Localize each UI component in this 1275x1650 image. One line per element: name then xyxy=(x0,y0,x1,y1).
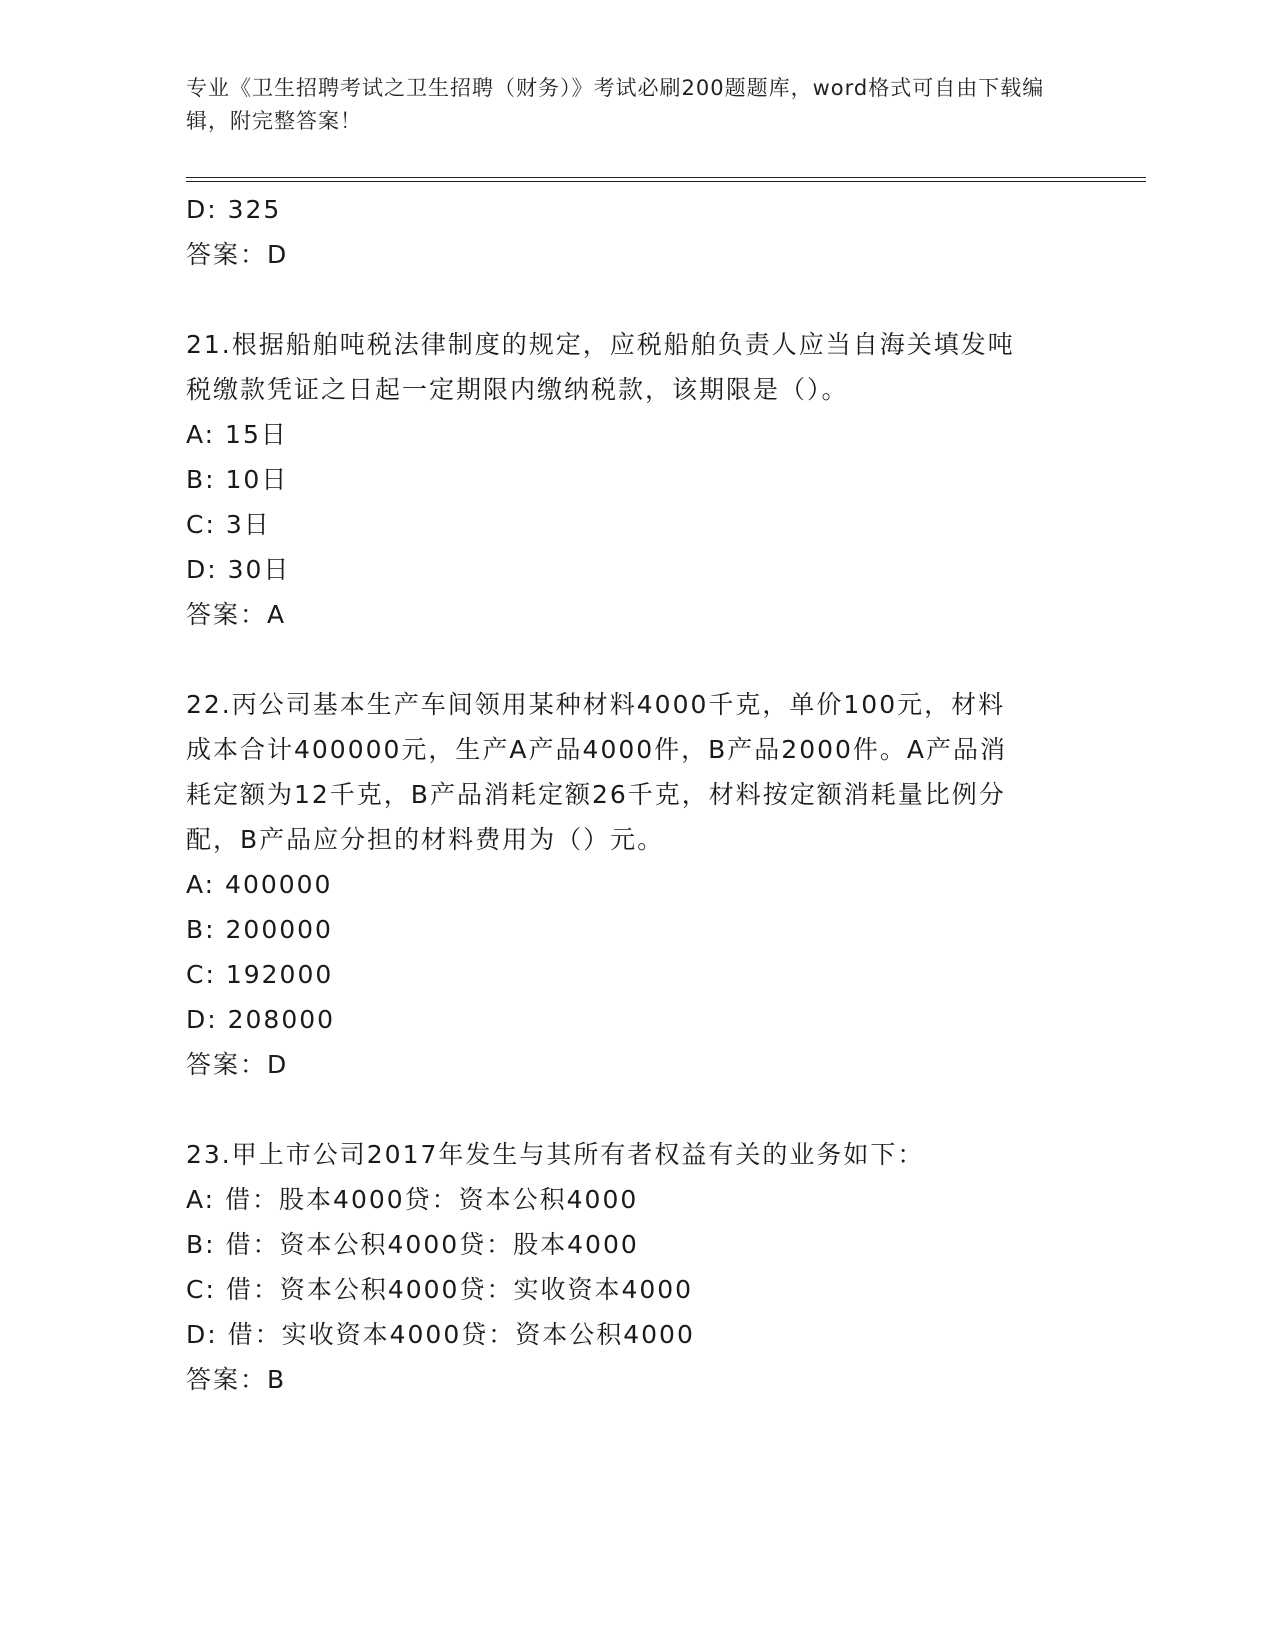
q22-option-b: B: 200000 xyxy=(186,915,333,944)
q21-stem-line-2: 税缴款凭证之日起一定期限内缴纳税款，该期限是（）。 xyxy=(186,375,849,404)
header-rule-top xyxy=(186,177,1146,178)
question-list xyxy=(186,187,1086,1402)
q21-answer: 答案：A xyxy=(186,600,287,629)
q23-option-a: A: 借：股本4000贷：资本公积4000 xyxy=(186,1185,639,1214)
prev-option-d: D: 325 xyxy=(186,195,282,224)
q22-option-c: C: 192000 xyxy=(186,960,334,989)
q22-stem-line-3: 耗定额为12千克，B产品消耗定额26千克，材料按定额消耗量比例分 xyxy=(186,780,1006,809)
q21-option-d: D: 30日 xyxy=(186,555,291,584)
q22-stem-line-2: 成本合计400000元，生产A产品4000件，B产品2000件。A产品消 xyxy=(186,735,1008,764)
q22-option-d: D: 208000 xyxy=(186,1005,336,1034)
q21-option-a: A: 15日 xyxy=(186,420,288,449)
spacer xyxy=(186,637,1086,682)
q23-option-d: D: 借：实收资本4000贷：资本公积4000 xyxy=(186,1320,695,1349)
q23-stem-line-1: 23.甲上市公司2017年发生与其所有者权益有关的业务如下： xyxy=(186,1140,925,1169)
q23-answer: 答案：B xyxy=(186,1365,287,1394)
prev-answer: 答案：D xyxy=(186,240,289,269)
q23-option-c: C: 借：资本公积4000贷：实收资本4000 xyxy=(186,1275,694,1304)
spacer xyxy=(186,1087,1086,1132)
q21-option-b: B: 10日 xyxy=(186,465,289,494)
q22-stem-line-4: 配，B产品应分担的材料费用为（）元。 xyxy=(186,825,665,854)
document-header: 专业《卫生招聘考试之卫生招聘（财务）》考试必刷200题题库，word格式可自由下载编辑，附完整答案！ xyxy=(186,76,1045,133)
q21-stem-line-1: 21.根据船舶吨税法律制度的规定，应税船舶负责人应当自海关填发吨 xyxy=(186,330,1015,359)
q22-stem-line-1: 22.丙公司基本生产车间领用某种材料4000千克，单价100元，材料 xyxy=(186,690,1006,719)
q22-answer: 答案：D xyxy=(186,1050,289,1079)
q23-option-b: B: 借：资本公积4000贷：股本4000 xyxy=(186,1230,639,1259)
q22-option-a: A: 400000 xyxy=(186,870,333,899)
q21-option-c: C: 3日 xyxy=(186,510,271,539)
header-rule-bottom xyxy=(186,181,1146,182)
spacer xyxy=(186,277,1086,322)
